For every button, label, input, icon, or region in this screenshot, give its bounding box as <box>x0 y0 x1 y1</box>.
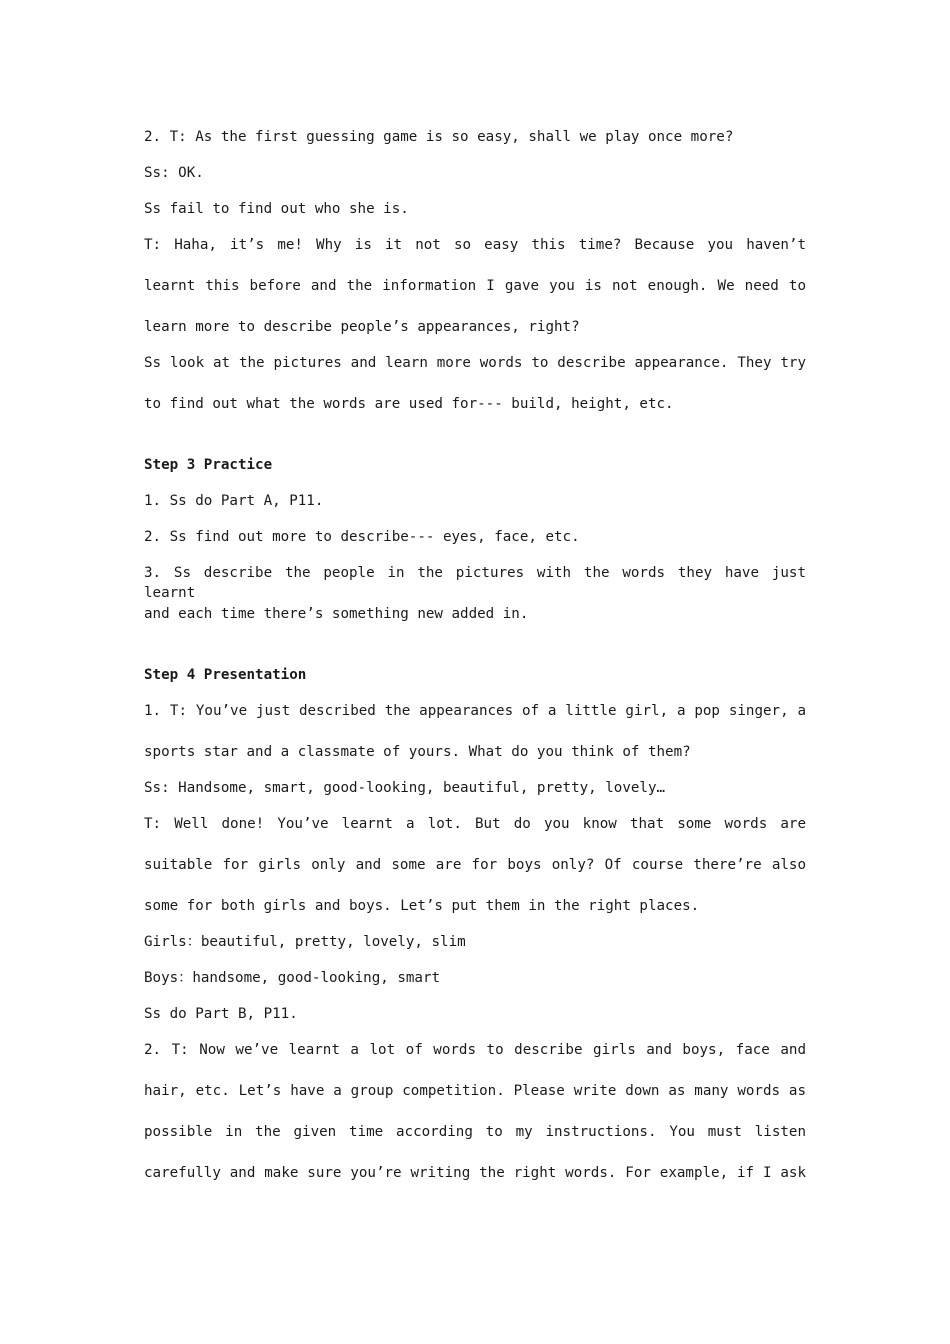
text-line: some for both girls and boys. Let’s put them in the right places. <box>144 898 700 914</box>
text-line: Ss: OK. <box>144 165 204 181</box>
text-line: carefully and make sure you’re writing the right words. For example, if I ask <box>144 1165 806 1181</box>
text-line: sports star and a classmate of yours. What do you think of them? <box>144 744 691 760</box>
text-line: learnt this before and the information I gave you is not enough. We need to <box>144 278 806 294</box>
text-line: possible in the given time according to my instructions. You must listen <box>144 1124 806 1140</box>
text-line: hair, etc. Let’s have a group competition. Please write down as many words as <box>144 1083 806 1099</box>
text-line: learn more to describe people’s appearances, right? <box>144 319 580 335</box>
text-line: 1. T: You’ve just described the appearances of a little girl, a pop singer, a <box>144 703 806 719</box>
text-line: Ss fail to find out who she is. <box>144 201 409 217</box>
text-line: to find out what the words are used for--- build, height, etc. <box>144 396 674 412</box>
text-line: 1. Ss do Part A, P11. <box>144 493 324 509</box>
text-line: T: Haha, it’s me! Why is it not so easy this time? Because you haven’t <box>144 237 806 253</box>
text-line: 2. Ss find out more to describe--- eyes, face, etc. <box>144 529 580 545</box>
text-line: 2. T: As the first guessing game is so easy, shall we play once more? <box>144 129 734 145</box>
text-line: Ss: Handsome, smart, good-looking, beautiful, pretty, lovely… <box>144 780 666 796</box>
text-line: suitable for girls only and some are for boys only? Of course there’re also <box>144 857 806 873</box>
section-heading: Step 3 Practice <box>144 457 273 473</box>
section-heading: Step 4 Presentation <box>144 667 307 683</box>
text-line: 3. Ss describe the people in the pictures with the words they have just learnt <box>144 565 806 601</box>
text-line: Ss look at the pictures and learn more words to describe appearance. They try <box>144 355 806 371</box>
text-line: Ss do Part B, P11. <box>144 1006 298 1022</box>
text-line: T: Well done! You’ve learnt a lot. But do you know that some words are <box>144 816 806 832</box>
text-line: Boys：handsome, good-looking, smart <box>144 970 441 986</box>
text-line: 2. T: Now we’ve learnt a lot of words to describe girls and boys, face and <box>144 1042 806 1058</box>
text-line: Girls：beautiful, pretty, lovely, slim <box>144 934 466 950</box>
text-line: and each time there’s something new added in. <box>144 606 529 622</box>
